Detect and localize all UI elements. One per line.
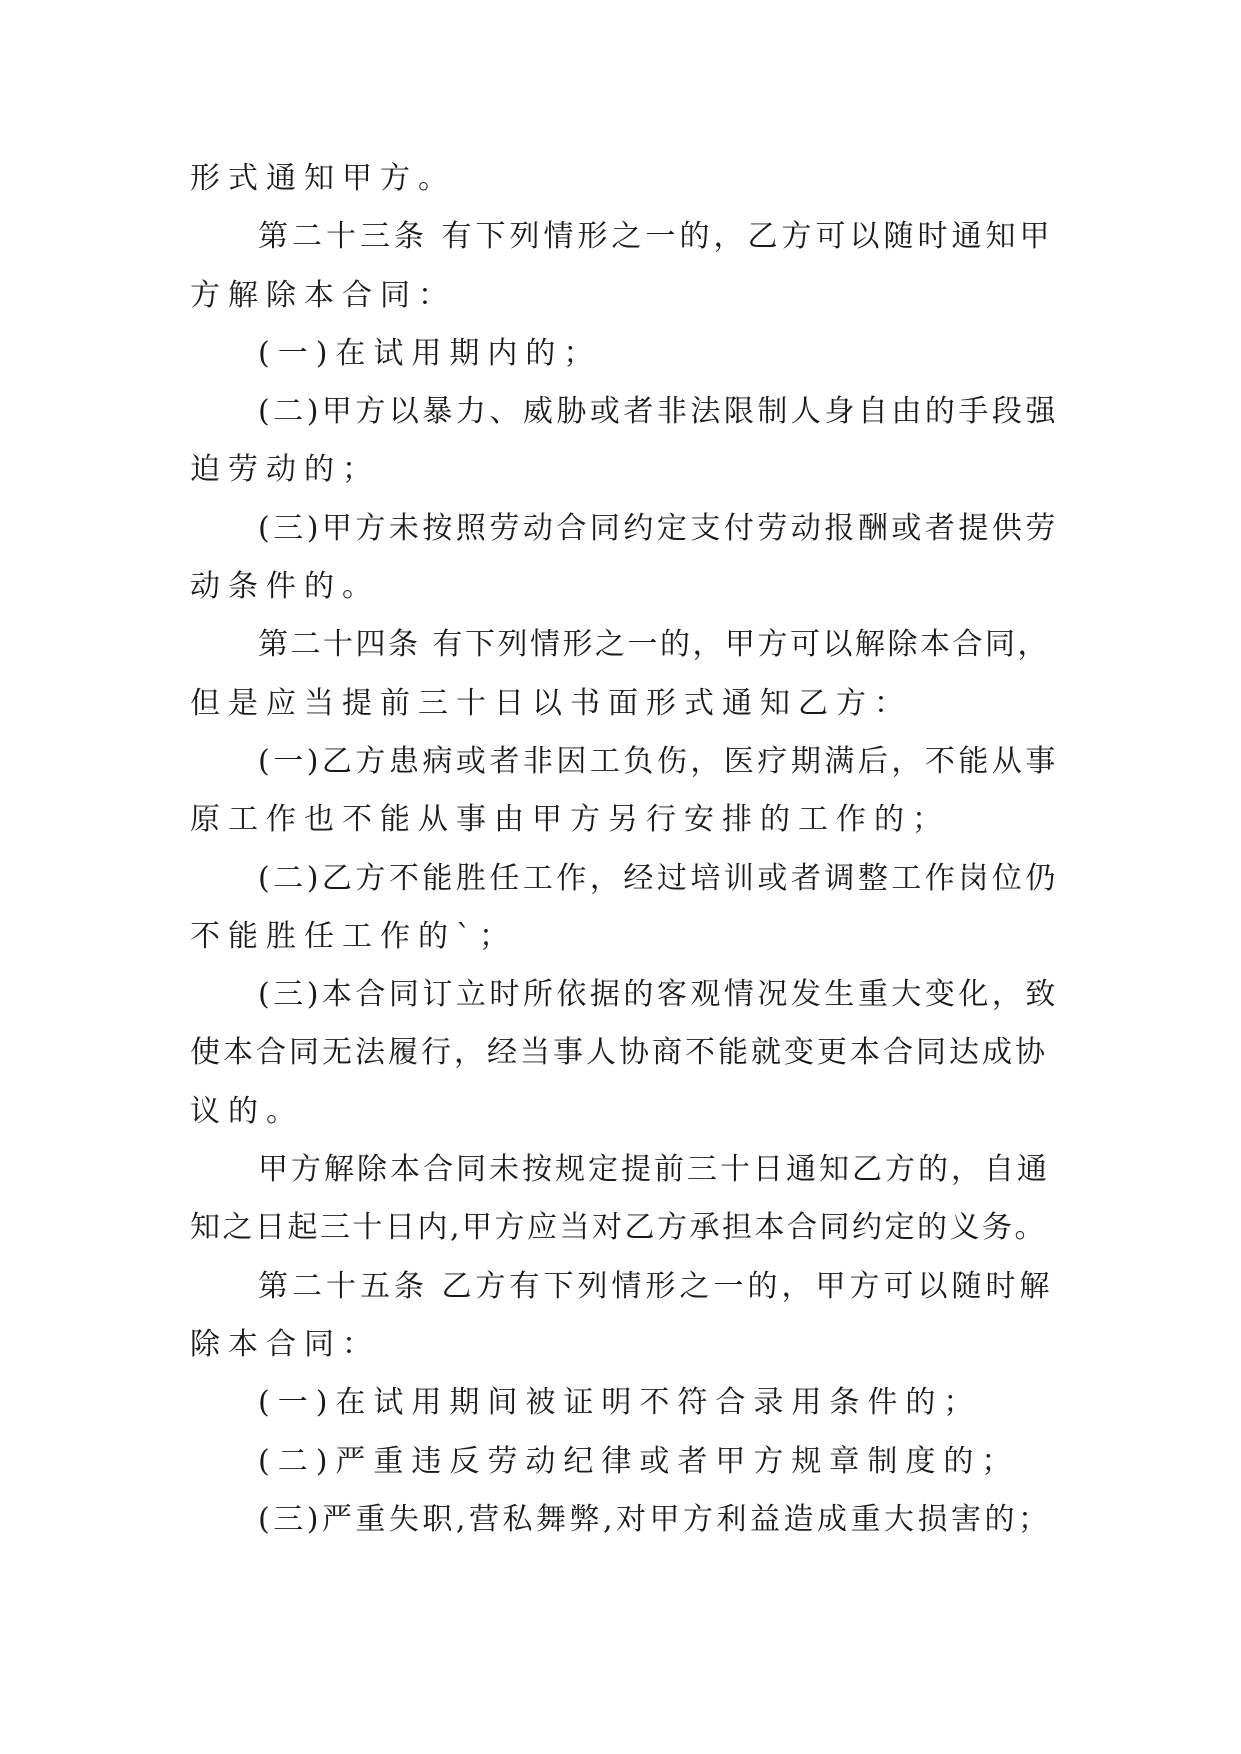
list-item: (一)在试用期内的； (258, 335, 602, 371)
list-item: (三)严重失职,营私舞弊,对甲方利益造成重大损害的； (258, 1501, 1052, 1537)
text-line: 方解除本合同： (190, 277, 456, 313)
text-line: 但是应当提前三十日以书面形式通知乙方： (190, 685, 912, 721)
paragraph-line: 甲方解除本合同未按规定提前三十日通知乙方的，自通 (258, 1152, 1050, 1188)
list-item: (二)甲方以暴力、威胁或者非法限制人身自由的手段强 (258, 394, 1059, 430)
list-item: (三)本合同订立时所依据的客观情况发生重大变化，致 (258, 977, 1059, 1013)
text-line: 知之日起三十日内,甲方应当对乙方承担本合同约定的义务。 (190, 1210, 1048, 1246)
text-line: 议的。 (190, 1093, 304, 1129)
article-24-heading: 第二十四条 有下列情形之一的，甲方可以解除本合同， (258, 627, 1051, 663)
article-23-heading: 第二十三条 有下列情形之一的，乙方可以随时通知甲 (258, 219, 1054, 255)
list-item: (三)甲方未按照劳动合同约定支付劳动报酬或者提供劳 (258, 510, 1059, 546)
list-item: (二)严重违反劳动纪律或者甲方规章制度的； (258, 1443, 1020, 1479)
document-page (190, 150, 1060, 1549)
list-item: (一)乙方患病或者非因工负伤，医疗期满后，不能从事 (258, 743, 1059, 779)
text-line: 形式通知甲方。 (190, 161, 456, 196)
article-25-heading: 第二十五条 乙方有下列情形之一的，甲方可以随时解 (258, 1268, 1054, 1304)
text-line: 不能胜任工作的`； (190, 918, 517, 954)
text-line: 动条件的。 (190, 569, 380, 605)
list-item: (一)在试用期间被证明不符合录用条件的； (258, 1385, 982, 1421)
text-line: 使本合同无法履行，经当事人协商不能就变更本合同达成协 (190, 1035, 1048, 1071)
text-line: 除本合同： (190, 1326, 380, 1362)
list-item: (二)乙方不能胜任工作，经过培训或者调整工作岗位仍 (258, 860, 1059, 896)
text-line: 迫劳动的； (190, 452, 380, 488)
text-line: 原工作也不能从事由甲方另行安排的工作的； (190, 802, 950, 838)
